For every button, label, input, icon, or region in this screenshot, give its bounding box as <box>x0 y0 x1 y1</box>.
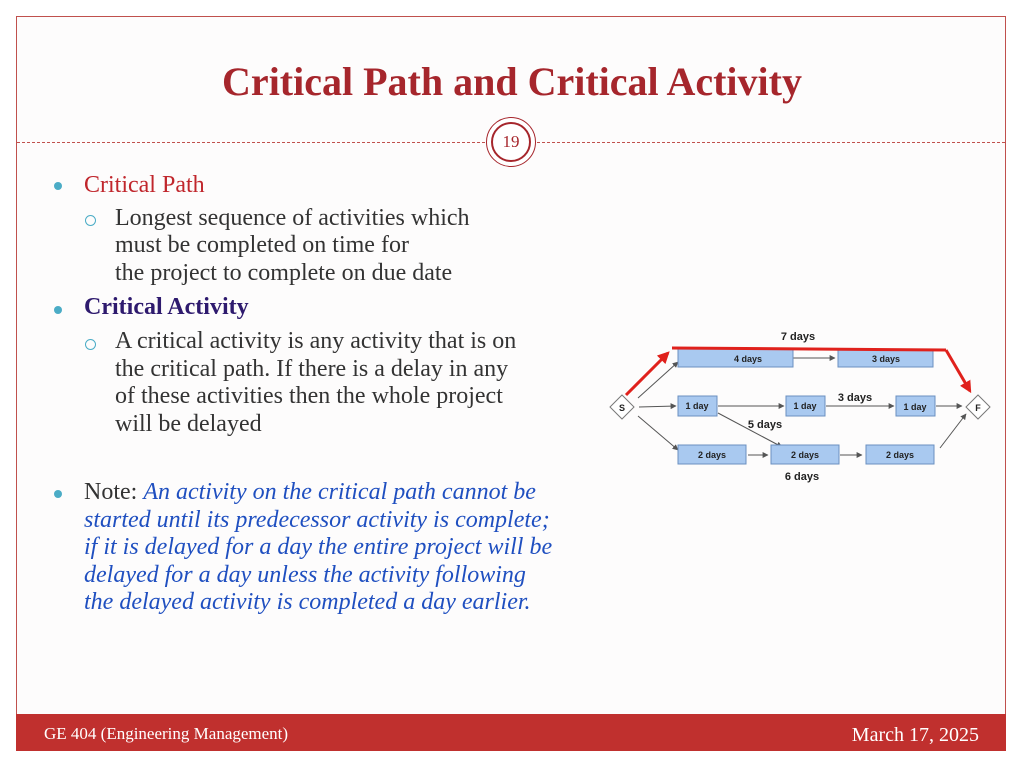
critical-path-line-3: the project to complete on due date <box>115 260 453 286</box>
critical-path-line-1: Longest sequence of activities which <box>115 205 470 231</box>
divider-left <box>17 142 485 143</box>
critical-path-heading: Critical Path <box>84 172 205 198</box>
page-number: 19 <box>491 122 531 162</box>
note-text-4: delayed for a day unless the activity following <box>84 562 526 588</box>
critical-activity-line-2: the critical path. If there is a delay in any <box>115 356 509 382</box>
top-path-total: 7 days <box>780 331 816 343</box>
mid-activity-2: 1 day <box>793 401 817 411</box>
finish-node-label: F <box>975 403 981 413</box>
critical-arrow-top <box>672 348 946 350</box>
note-label: Note: <box>84 479 138 505</box>
critical-arrow-end <box>946 350 970 391</box>
critical-path-line-2: must be completed on time for <box>115 232 409 258</box>
divider-right <box>537 142 1005 143</box>
critical-activity-line-1: A critical activity is any activity that is on <box>115 328 517 354</box>
top-activity-2: 3 days <box>871 354 901 364</box>
cross-path-total: 5 days <box>747 419 783 431</box>
sub-bullet-ring <box>85 215 96 226</box>
bot-activity-3: 2 days <box>885 450 915 460</box>
middle-path-total: 3 days <box>837 392 873 404</box>
footer-course: GE 404 (Engineering Management) <box>44 724 289 743</box>
note-text-2: started until its predecessor activity is complete; <box>84 507 550 533</box>
arrow-s-top <box>638 362 678 398</box>
mid-activity-1: 1 day <box>685 401 709 411</box>
critical-activity-line-4: will be delayed <box>115 411 262 437</box>
arrow-s-middle <box>639 406 676 407</box>
critical-activity-line-3: of these activities then the whole project <box>115 383 503 409</box>
arrow-bot-f <box>940 414 966 448</box>
footer-date: March 17, 2025 <box>851 724 979 746</box>
note-line-1 <box>84 479 536 507</box>
bot-activity-1: 2 days <box>697 450 727 460</box>
bot-activity-2: 2 days <box>790 450 820 460</box>
critical-activity-heading: Critical Activity <box>84 294 249 320</box>
critical-arrow-start <box>626 353 668 395</box>
slide-title: Critical Path and Critical Activity <box>222 59 802 104</box>
critical-path-network-diagram <box>600 320 1000 490</box>
sub-bullet-ring <box>85 339 96 350</box>
note-text-5: the delayed activity is completed a day earlier. <box>84 589 531 615</box>
bullet-dot <box>54 306 62 314</box>
arrow-s-bottom <box>638 416 678 450</box>
top-activity-1: 4 days <box>733 354 763 364</box>
note-text-1: An activity on the critical path cannot be <box>143 479 536 505</box>
mid-activity-3: 1 day <box>903 402 927 412</box>
page-number-badge <box>486 117 536 167</box>
note-text-3: if it is delayed for a day the entire project will be <box>84 534 553 560</box>
bullet-dot <box>54 182 62 190</box>
bullet-dot <box>54 490 62 498</box>
start-node-label: S <box>618 403 626 413</box>
bottom-path-total: 6 days <box>784 471 820 483</box>
